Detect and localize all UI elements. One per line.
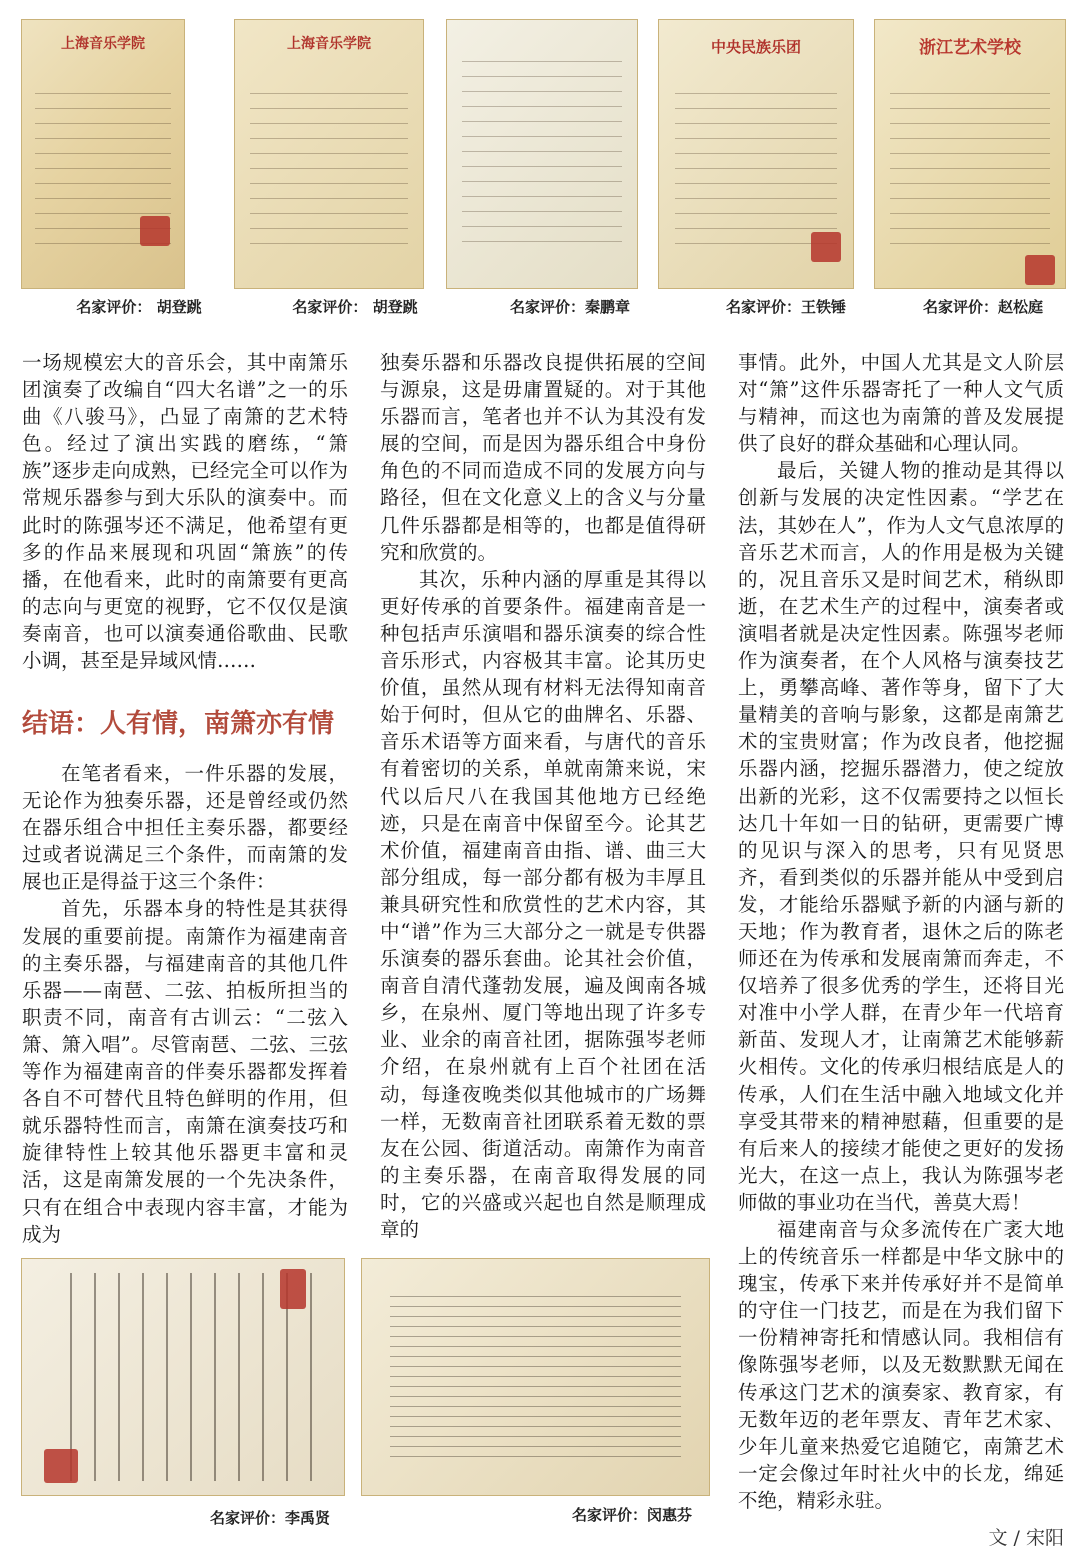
section-heading: 结语：人有情，南箫亦有情 bbox=[22, 709, 335, 739]
seal-stamp bbox=[811, 232, 841, 262]
seal-stamp bbox=[140, 216, 170, 246]
photo-caption: 名家评价： 胡登跳 bbox=[292, 298, 418, 316]
letterhead-text: 浙江艺术学校 bbox=[919, 38, 1021, 59]
seal-stamp bbox=[44, 1449, 78, 1483]
paragraph: 一场规模宏大的音乐会，其中南箫乐团演奏了改编自“四大名谱”之一的乐曲《八骏马》，凸显了南箫的艺术特色。经过了演出实践的磨练，“箫族”逐步走向成熟，已经完全可以作为常规乐器参与到大乐队的演奏中。而此时的陈强岑还不满足，他希望有更多的作品来展现和巩固“箫族”的传播，在他看来，此时的南箫要有更高的志向与更宽的视野，它不仅仅是演奏南音，也可以演奏通俗歌曲、民歌小调，甚至是异域风情…… bbox=[22, 351, 348, 673]
text-column-2 bbox=[380, 349, 706, 1243]
paragraph: 最后，关键人物的推动是其得以创新与发展的决定性因素。“学艺在法，其妙在人”，作为人文气息浓厚的音乐艺术而言，人的作用是极为关键的，况且音乐又是时间艺术，稍纵即逝，在艺术生产的过程中，演奏者或演唱者就是决定性因素。陈强岑老师作为演奏者，在个人风格与演奏技艺上，勇攀高峰、著作等身，留下了大量精美的音响与影象，这都是南箫艺术的宝贵财富；作为改良者，他挖掘乐器内涵，挖掘乐器潜力，使之绽放出新的光彩，这不仅需要持之以恒长达几十年如一日的钻研，更需要广博的见识与深入的思考，只有见贤思齐，看到类似的乐器并能从中受到启发，才能给乐器赋予新的内涵与新的天地；作为教育者，退休之后的陈老师还在为传承和发展南箫而奔走，不仅培养了很多优秀的学生，还将目光对准中小学人群，在青少年一代培育新苗、发现人才，让南箫艺术能够薪火相传。文化的传承归根结底是人的传承，人们在生活中融入地域文化并享受其带来的精神慰藉，但重要的是有后来人的接续才能使之更好的发扬光大，在这一点上，我认为陈强岑老师做的事业功在当代，善莫大焉！ bbox=[738, 459, 1064, 1214]
letterhead-text: 上海音乐学院 bbox=[287, 36, 371, 53]
text-column-1b bbox=[22, 760, 348, 1248]
text-column-1 bbox=[22, 349, 348, 674]
photo-caption: 名家评价：赵松庭 bbox=[922, 298, 1043, 316]
letter-photo-2 bbox=[234, 19, 424, 289]
photo-caption: 名家评价： 胡登跳 bbox=[76, 298, 202, 316]
text-column-3 bbox=[738, 349, 1064, 1514]
photo-caption: 名家评价：闵惠芬 bbox=[571, 1506, 692, 1524]
letter-photo-3 bbox=[446, 19, 638, 289]
paragraph: 其次，乐种内涵的厚重是其得以更好传承的首要条件。福建南音是一种包括声乐演唱和器乐演奏的综合性音乐形式，内容极其丰富。论其历史价值，虽然从现有材料无法得知南音始于何时，但从它的曲牌名、乐器、音乐术语等方面来看，与唐代的音乐有着密切的关系，单就南箫来说，宋代以后尺八在我国其他地方已经绝迹，只是在南音中保留至今。论其艺术价值，福建南音由指、谱、曲三大部分组成，每一部分都有极为丰厚且兼具研究性和欣赏性的艺术内容，其中“谱”作为三大部分之一就是专供器乐演奏的器乐套曲。论其社会价值，南音自清代蓬勃发展，遍及闽南各城乡，在泉州、厦门等地出现了许多专业、业余的南音社团，据陈强岑老师介绍，在泉州就有上百个社团在活动，每逢夜晚类似其他城市的广场舞一样，无数南音社团联系着无数的票友在公园、街道活动。南箫作为南音的主奏乐器，在南音取得发展的同时，它的兴盛或兴起也自然是顺理成章的 bbox=[380, 567, 706, 1241]
photo-caption: 名家评价：秦鹏章 bbox=[509, 298, 630, 316]
letter-photo-1 bbox=[21, 19, 185, 289]
calligraphy-photo bbox=[21, 1258, 345, 1496]
photo-caption: 名家评价：李禹贤 bbox=[209, 1509, 330, 1527]
photo-caption: 名家评价：王铁锤 bbox=[725, 298, 846, 316]
paragraph: 在笔者看来，一件乐器的发展，无论作为独奏乐器，还是曾经或仍然在器乐组合中担任主奏乐器，都要经过或者说满足三个条件，而南箫的发展也正是得益于这三个条件： bbox=[22, 762, 348, 894]
letterhead-text: 中央民族乐团 bbox=[710, 38, 801, 57]
paragraph: 首先，乐器本身的特性是其获得发展的重要前提。南箫作为福建南音的主奏乐器，与福建南音的其他几件乐器——南琶、二弦、拍板所担当的职责不同，南音有古训云：“二弦入箫、箫入唱”。尽管南琶、二弦、三弦等作为福建南音的伴奏乐器都发挥着各自不可替代且特色鲜明的作用，但就乐器特性而言，南箫在演奏技巧和旋律特性上较其他乐器更丰富和灵活，这是南箫发展的一个先决条件，只有在组合中表现内容丰富，才能为成为 bbox=[22, 897, 348, 1246]
letter-photo-4 bbox=[658, 19, 854, 289]
seal-stamp bbox=[1025, 255, 1055, 285]
letter-photo-5 bbox=[874, 19, 1066, 289]
letterhead-text: 上海音乐学院 bbox=[61, 36, 145, 53]
author-byline: 文 / 宋阳 bbox=[988, 1527, 1064, 1549]
paragraph: 事情。此外，中国人尤其是文人阶层对“箫”这件乐器寄托了一种人文气质与精神，而这也为南箫的普及发展提供了良好的群众基础和心理认同。 bbox=[738, 351, 1064, 456]
seal-stamp bbox=[280, 1269, 306, 1309]
paragraph: 福建南音与众多流传在广袤大地上的传统音乐一样都是中华文脉中的瑰宝，传承下来并传承好并不是简单的守住一门技艺，而是在为我们留下一份精神寄托和情感认同。我相信有像陈强岑老师，以及无数默默无闻在传承这门艺术的演奏家、教育家，有无数年迈的老年票友、青年艺术家、少年儿童来热爱它追随它，南箫艺术一定会像过年时社火中的长龙，绵延不绝，精彩永驻。 bbox=[738, 1218, 1064, 1512]
paragraph: 独奏乐器和乐器改良提供拓展的空间与源泉，这是毋庸置疑的。对于其他乐器而言，笔者也并不认为其没有发展的空间，而是因为器乐组合中身份角色的不同而造成不同的发展方向与路径，但在文化意义上的含义与分量几件乐器都是相等的，也都是值得研究和欣赏的。 bbox=[380, 351, 706, 564]
letter-photo-6 bbox=[361, 1258, 710, 1496]
